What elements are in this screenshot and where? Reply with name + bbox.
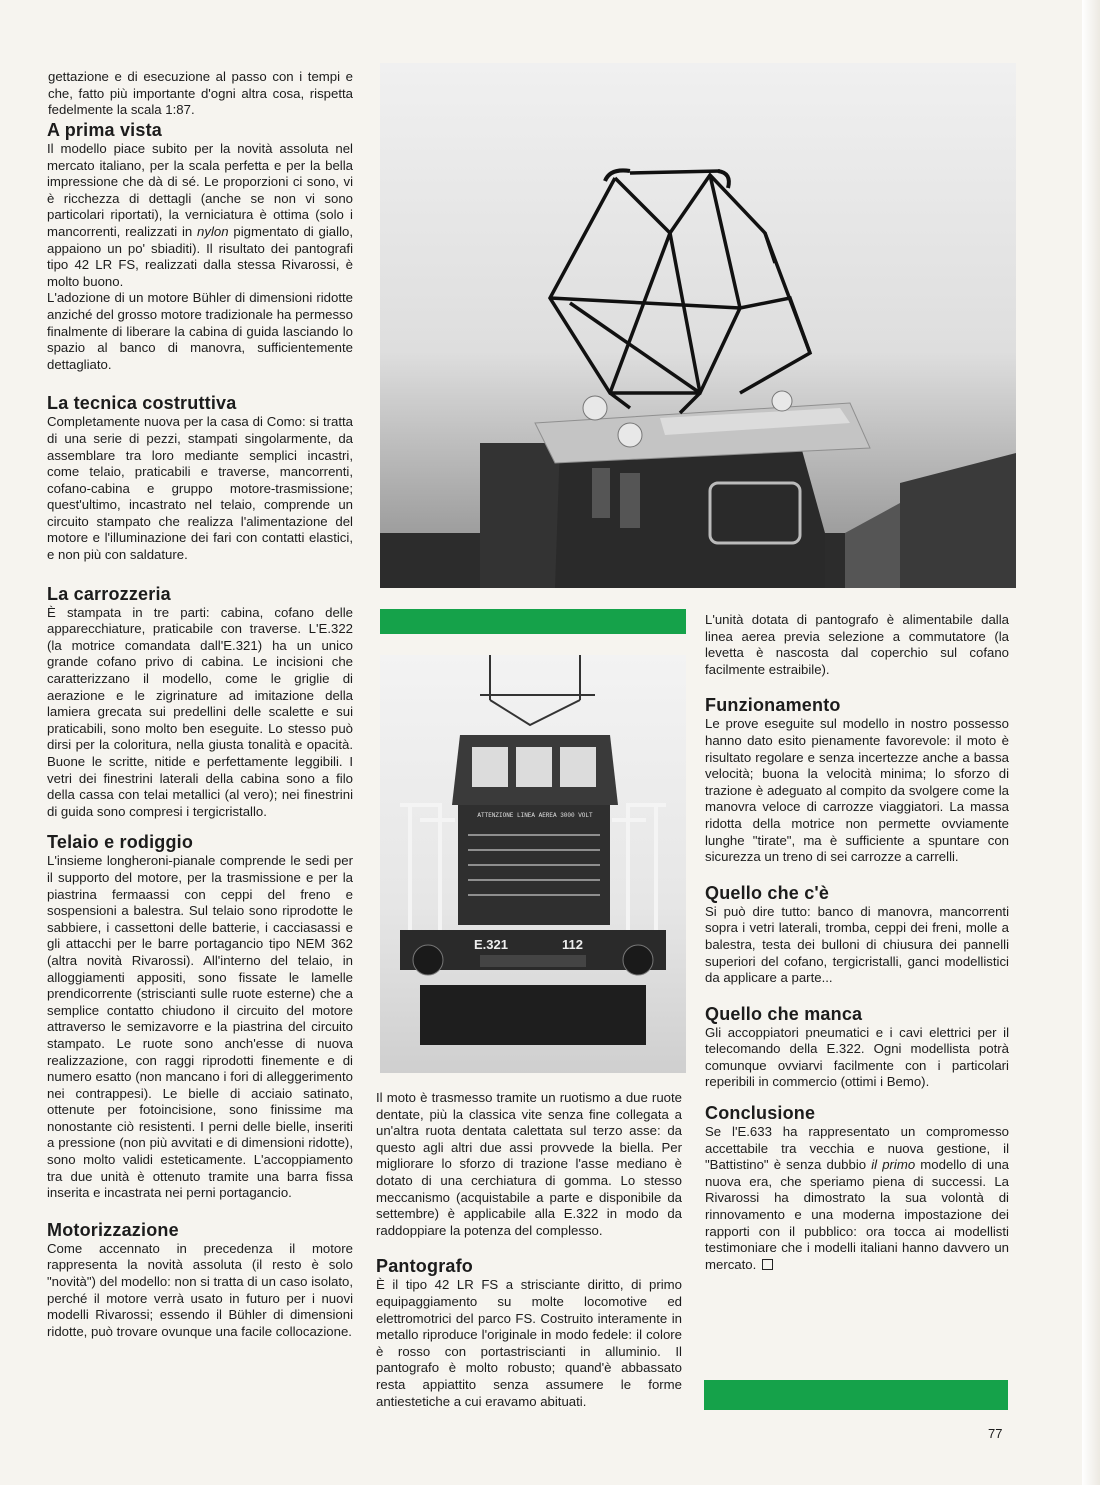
heading-quello-che-manca: Quello che manca xyxy=(705,1003,863,1024)
heading-tecnica: La tecnica costruttiva xyxy=(47,393,237,414)
warning-sign: ATTENZIONE LINEA AEREA 3000 VOLT xyxy=(477,812,593,819)
accent-bar-bottom xyxy=(704,1380,1008,1410)
locomotive-front-illustration xyxy=(380,655,686,1073)
plate-right: 112 xyxy=(562,937,583,952)
paragraph-conclusione: Se l'E.633 ha rappresentato un compromesso accettabile tra vecchia e nuova gestione, il "Battistino" è senza dubbio il primo modello di una nuova era, che speriamo piena di successi. La Rivarossi ha dimostrato la sua volontà di rinnovamento e una moderna impostazione dei rapporti con il pubblico: ora tocca ai modellisti testimoniare che i modelli italiani hanno davvero un mercato. xyxy=(705,1124,1009,1272)
end-mark-icon xyxy=(762,1259,773,1270)
paragraph-quello-che-ce: Si può dire tutto: banco di manovra, mancorrenti sopra i vetri laterali, tromba, ceppi dei freni, molle a balestra, testa dei bulloni di chiusura dei pannelli superiori del cofano, tergicristalli, ganci modellistici da applicare a parte... xyxy=(705,903,1009,986)
paragraph-motorizzazione: Come accennato in precedenza il motore rappresenta la novità assoluta (il resto è solo "novità") del modello: non si tratta di un caso isolato, perché il motore verrà usato in futuro per i nuovi modelli Rivarossi; essendo il Bühler di dimensioni ridotte, può trovare ovunque una facile collocazione. xyxy=(47,1240,353,1339)
paragraph-funzionamento: Le prove eseguite sul modello in nostro possesso hanno dato esito pienamente favorevole: il moto è risultato regolare e senza incertezze anche a bassa velocità; buona la velocità minima; lo sforzo di trazione è adeguato al compito da svolgere come la manovra veloce di carrozze viaggiatori. La massa ridotta della motrice non permette ovviamente lunghe "tirate", ma è sufficiente a spuntare con sicurezza un treno di sei carrozze a carrelli. xyxy=(705,716,1009,865)
heading-carrozzeria: La carrozzeria xyxy=(47,583,171,604)
heading-quello-che-ce: Quello che c'è xyxy=(705,882,830,903)
pantograph-illustration xyxy=(380,63,1016,588)
heading-prima-vista: A prima vista xyxy=(47,120,162,140)
paragraph-quello-che-manca: Gli accoppiatori pneumatici e i cavi elettrici per il telecomando della E.322. Ogni modellista potrà comunque ovviarvi facilmente con i particolari reperibili in commercio (ottimi i Bemo). xyxy=(705,1024,1009,1090)
paragraph-prima-vista: Il modello piace subito per la novità assoluta nel mercato italiano, per la scala perfetta e per la bella impressione che dà di sé. Le proporzioni ci sono, vi è ricchezza di dettagli (anche se non vi sono particolari riportati), la verniciatura è ottima (solo i mancorrenti, realizzati in nylon pigmentato di giallo, appaiono un po' sbiaditi). Il risultato dei pantografi tipo 42 LR FS, realizzati dalla stessa Rivarossi, è molto buono. xyxy=(47,141,353,289)
intro-paragraph: gettazione e di esecuzione al passo con i tempi e che, fatto più importante d'ogni altra cosa, rispetta fedelmente la scala 1:87. xyxy=(48,69,353,118)
paragraph-carrozzeria: È stampata in tre parti: cabina, cofano delle apparecchiature, praticabile con traverse. L'E.322 (la motrice comandata dall'E.321) ha un unico grande cofano privo di cabina. Le incisioni che caratterizzano il modello, come le griglie di aerazione e le zigrinature ad imitazione della lamiera grecata sui predellini delle scalette e sui praticabili, sono molto ben eseguite. Lo stesso può dirsi per la coloritura, nella giusta tonalità e opacità. Buone le scritte, nitide e perfettamente leggibili. I vetri dei finestrini laterali della cabina sono a filo della cassa con telai metallici (al vero); nei finestrini di guida sono compresi i tergicristallo. xyxy=(47,604,353,819)
page-number: 77 xyxy=(988,1426,1003,1441)
paragraph-pantografo: È il tipo 42 LR FS a strisciante diritto, di primo equipaggiamento su molte locomotive ed elettromotrici del parco FS. Costruito interamente in metallo riproduce l'originale in modo fedele: il colore è rosso con portastriscianti in alluminio. Il pantografo è molto robusto; quand'è abbassato resta appiattito senza assumere le forme antiestetiche a cui eravamo abituati. xyxy=(376,1277,682,1409)
left-column xyxy=(47,120,353,1340)
heading-conclusione: Conclusione xyxy=(705,1103,816,1124)
heading-motorizzazione: Motorizzazione xyxy=(47,1219,179,1240)
heading-funzionamento: Funzionamento xyxy=(705,695,841,716)
paragraph-pantografo-cont: L'unità dotata di pantografo è alimentabile dalla linea aerea previa selezione a commutatore (la levetta è nascosta dal coperchio sul cofano facilmente estraibile). xyxy=(705,612,1009,677)
paragraph-telaio: L'insieme longheroni-pianale comprende le sedi per il supporto del motore, per la trasmissione e per la piastrina fermaassi con ceppi del freno e sospensioni a balestra. Sul telaio sono riprodotte le sabbiere, i cassettoni delle batterie, i cacciasassi e gli attacchi per le barre portagancio tipo NEM 362 (altra novità Rivarossi). All'interno del telaio, in alloggiamenti appositi, sono fissate le lamelle prendicorrente (striscianti sulle ruote esterne) che a semplice contatto chiudono il circuito del motore attraverso le semizavorre e la piastrina del circuito stampato. Le ruote sono anch'esse di nuova realizzazione, con raggi riprodotti finemente e di numero esatto (non mancano i fori di alleggerimento nei contrappesi). Le bielle di acciaio satinato, ottenute per fotoincisione, sono finissime ma nonostante ciò resistenti. I perni delle bielle, inseriti a pressione (non più avvitati e di dimensioni ridotte), sono molto validi esteticamente. L'accoppiamento tra due unità è ottenuto tramite una barra fissa inserita e incastrata nei perni portagancio. xyxy=(47,853,353,1201)
right-column xyxy=(705,612,1009,1273)
locomotive-front-photo xyxy=(380,655,686,1073)
middle-column xyxy=(376,1090,682,1410)
accent-bar-top xyxy=(380,609,686,634)
plate-left: E.321 xyxy=(474,937,508,952)
paragraph-tecnica: Completamente nuova per la casa di Como: si tratta di una serie di pezzi, stampati singolarmente, da assemblare tra loro mediante semplici incastri, come telaio, praticabili e traverse, mancorrenti, cofano-cabina e gruppo motore-trasmissione; quest'ultimo, incastrato nel telaio, comprende un circuito stampato che realizza l'alimentazione del motore e l'illuminazione dei fari con contatti elastici, e non più con saldature. xyxy=(47,414,353,563)
heading-telaio: Telaio e rodiggio xyxy=(47,832,194,853)
page-edge xyxy=(1082,0,1100,1485)
paragraph-trasmissione: Il moto è trasmesso tramite un ruotismo a due ruote dentate, più la classica vite senza fine collegata a un'altra ruota dentata calettata sul terzo asse: da questo agli altri due assi provvede la biella. Per migliorare lo sforzo di trazione l'asse mediano è dotato di una cerchiatura di gomma. Lo stesso meccanismo (acquistabile a parte e disponibile da settembre) è applicabile alla E.322 in modo da raddoppiare la potenza del complesso. xyxy=(376,1090,682,1238)
heading-pantografo: Pantografo xyxy=(376,1256,474,1277)
pantograph-photo xyxy=(380,63,1016,588)
paragraph-prima-vista-2: L'adozione di un motore Bühler di dimensioni ridotte anziché del grosso motore tradizionale ha permesso finalmente di liberare la cabina di guida lasciando lo spazio al banco di manovra, sufficientemente dettagliato. xyxy=(47,290,353,372)
